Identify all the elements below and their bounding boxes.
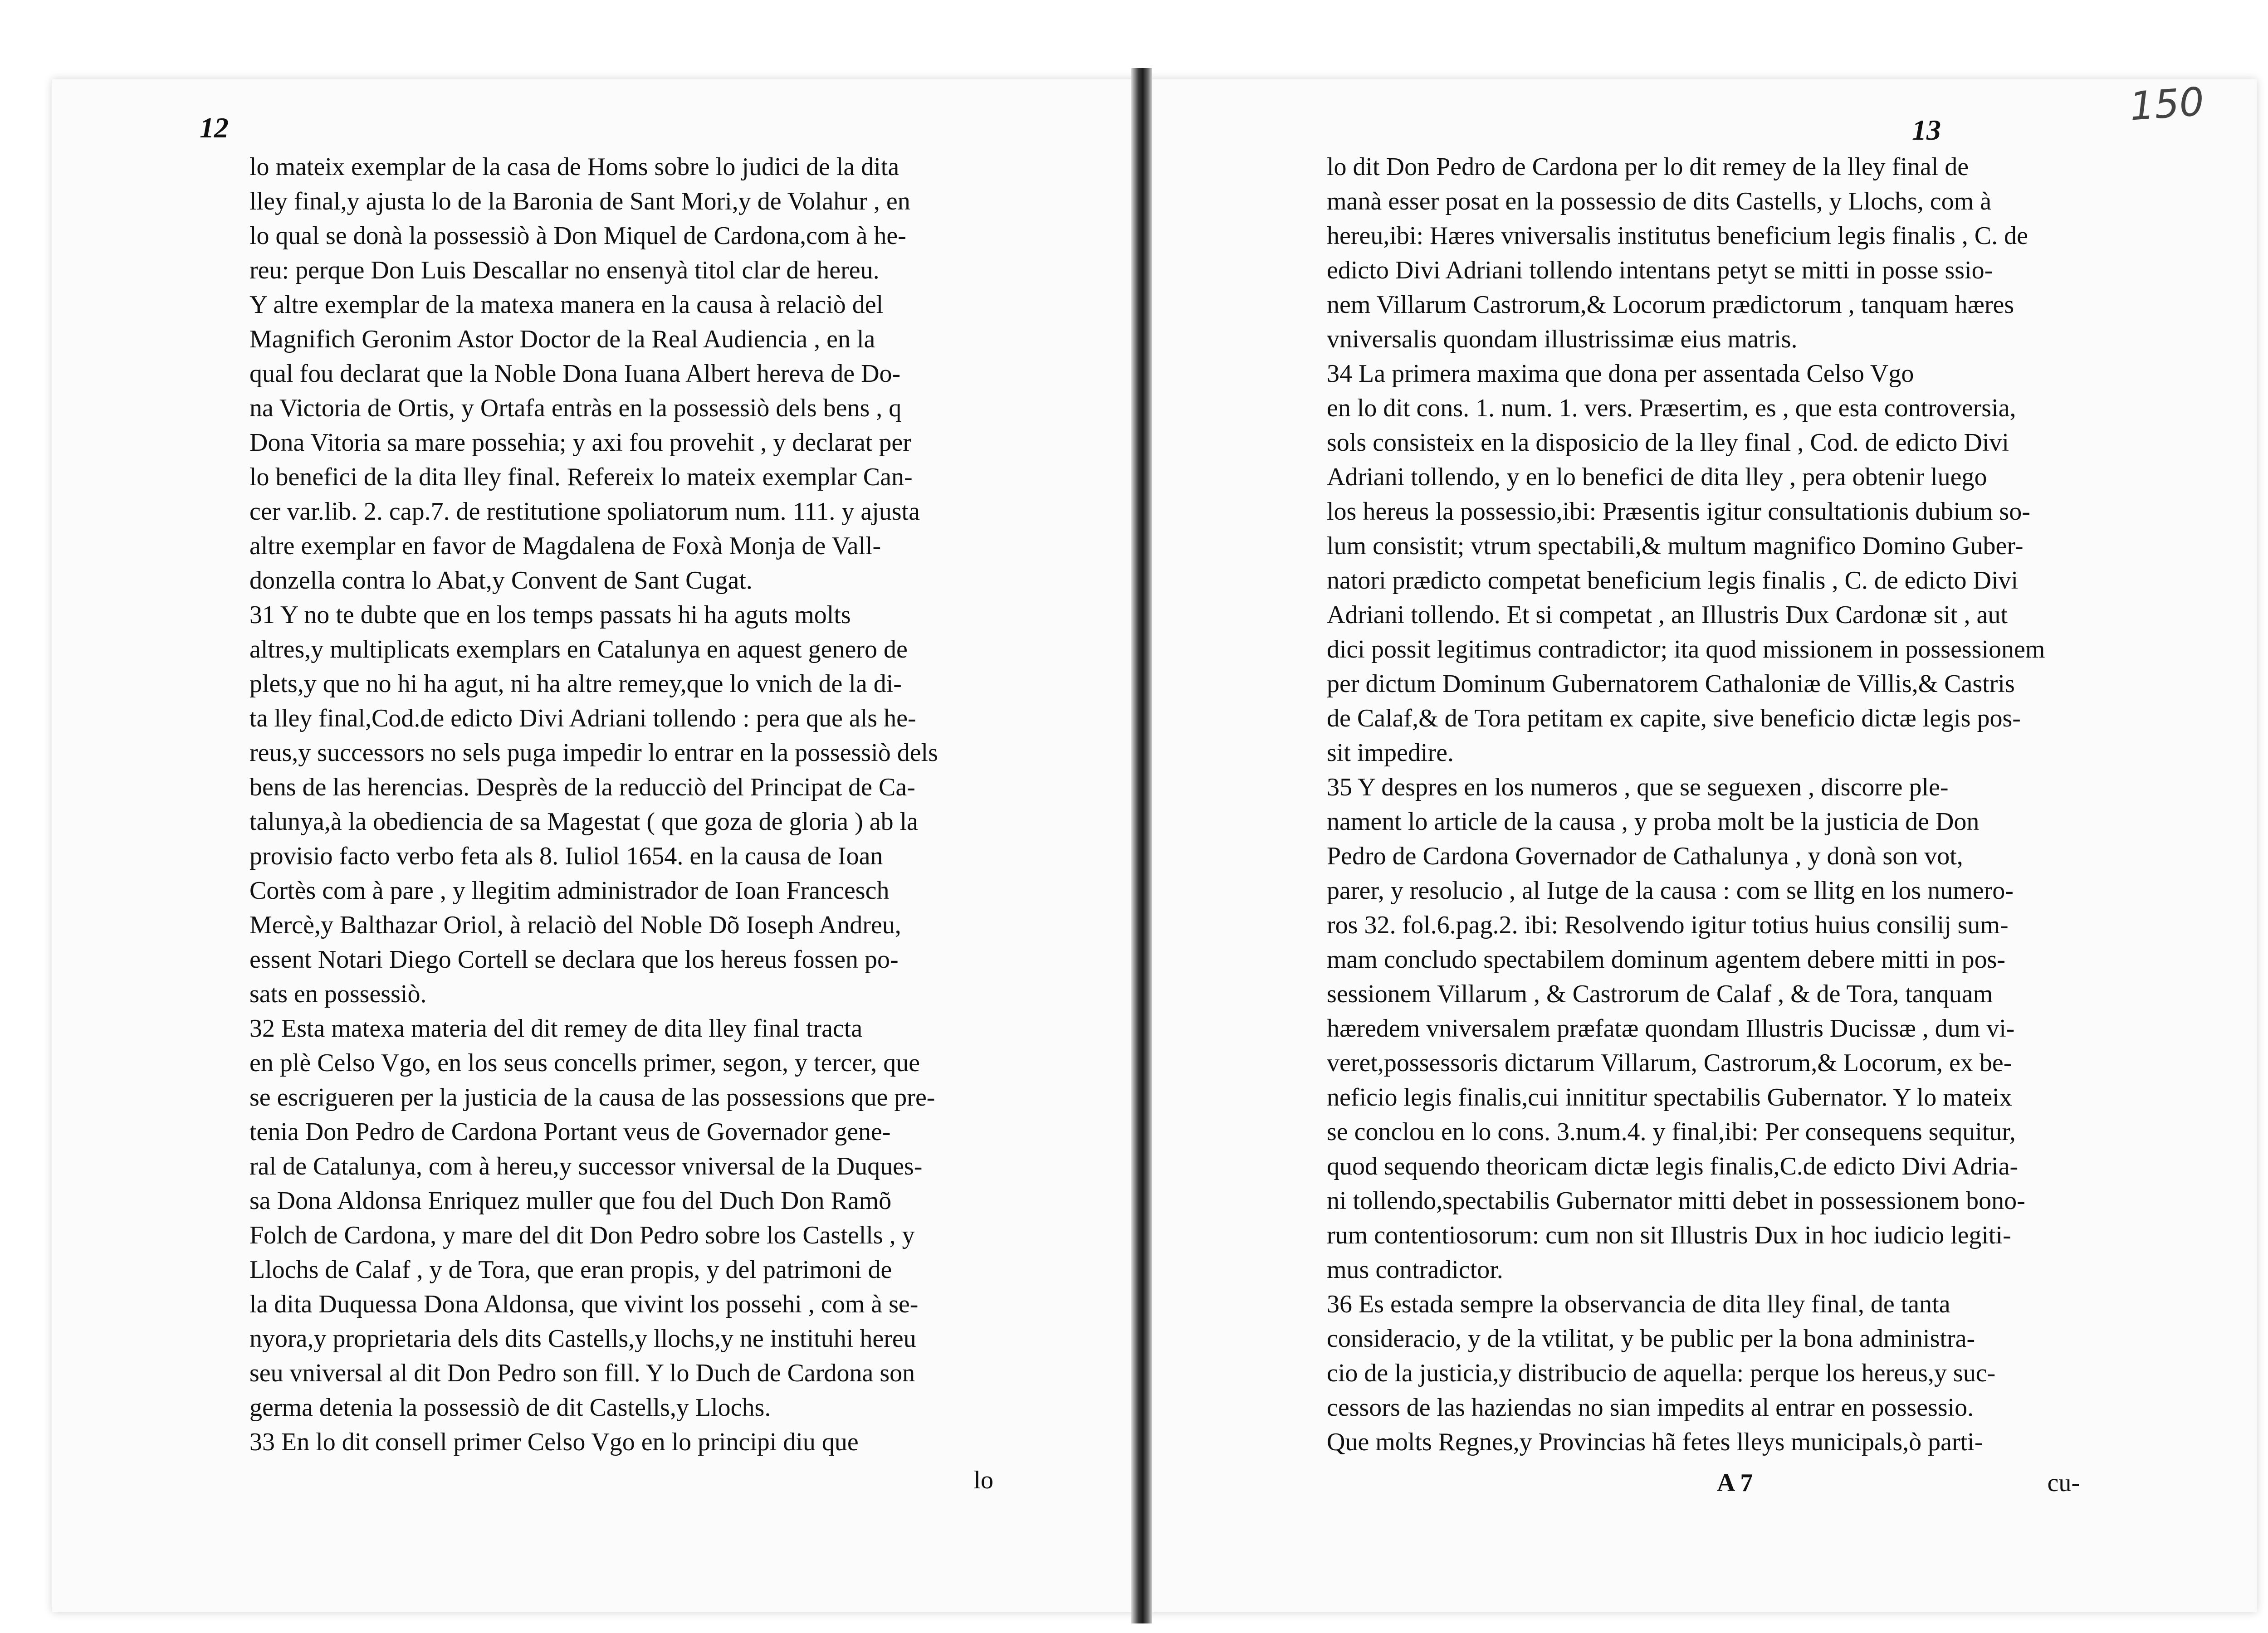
left-text-line: talunya,à la obediencia de sa Magestat ( que goza de gloria ) ab la [249, 808, 919, 836]
right-page-number: 13 [1912, 114, 1941, 146]
right-text-line: natori prædicto competat beneficium legis finalis , C. de edicto Divi [1327, 566, 2019, 595]
left-text-line: lo mateix exemplar de la casa de Homs sobre lo judici de la dita [249, 153, 899, 181]
right-footer-row [1327, 1466, 2080, 1500]
right-text-line: veret,possessoris dictarum Villarum, Castrorum,& Locorum, ex be- [1327, 1049, 2012, 1077]
right-text-line: Pedro de Cardona Governador de Cathalunya , y donà son vot, [1327, 842, 1963, 870]
right-text-line: nem Villarum Castrorum,& Locorum prædictorum , tanquam hæres [1327, 291, 2014, 319]
left-text-line: la dita Duquessa Dona Aldonsa, que vivint los possehi , com à se- [249, 1290, 919, 1318]
right-text-line: 36 Es estada sempre la observancia de dita lley final, de tanta [1327, 1290, 1950, 1318]
left-text-line: altres,y multiplicats exemplars en Catalunya en aquest genero de [249, 635, 908, 663]
book-gutter [1131, 68, 1152, 1623]
right-text-line: hereu,ibi: Hæres vniversalis institutus beneficium legis finalis , C. de [1327, 222, 2028, 250]
right-text-line: 35 Y despres en los numeros , que se seguexen , discorre ple- [1327, 773, 1949, 801]
left-text-line: Cortès com à pare , y llegitim administrador de Ioan Francesch [249, 877, 890, 905]
right-text-line: se conclou en lo cons. 3.num.4. y final,ibi: Per consequens sequitur, [1327, 1118, 2016, 1146]
left-text-line: Y altre exemplar de la matexa manera en la causa à relaciò del [249, 291, 884, 319]
right-text-line: sols consisteix en la disposicio de la lley final , Cod. de edicto Divi [1327, 429, 2009, 457]
right-text-line: vniversalis quondam illustrissimæ eius matris. [1327, 325, 1798, 353]
left-text-line: ral de Catalunya, com à hereu,y successor vniversal de la Duques- [249, 1152, 923, 1180]
right-text-line: neficio legis finalis,cui innititur spectabilis Gubernator. Y lo mateix [1327, 1083, 2012, 1111]
left-text-line: Folch de Cardona, y mare del dit Don Pedro sobre los Castells , y [249, 1221, 915, 1249]
left-text-line: Dona Vitoria sa mare possehia; y axi fou provehit , y declarat per [249, 429, 911, 457]
left-text-line: cer var.lib. 2. cap.7. de restitutione spoliatorum num. 111. y ajusta [249, 497, 920, 526]
left-text-line: altre exemplar en favor de Magdalena de Foxà Monja de Vall- [249, 532, 881, 560]
left-text-line: ta lley final,Cod.de edicto Divi Adriani tollendo : pera que als he- [249, 704, 916, 732]
right-text-line: los hereus la possessio,ibi: Præsentis igitur consultationis dubium so- [1327, 497, 2030, 526]
left-text-line: na Victoria de Ortis, y Ortafa entràs en la possessiò dels bens , q [249, 394, 902, 422]
right-text-line: sit impedire. [1327, 739, 1454, 767]
left-text-line: Magnifich Geronim Astor Doctor de la Real Audiencia , en la [249, 325, 875, 353]
right-text-line: Adriani tollendo. Et si competat , an Illustris Dux Cardonæ sit , aut [1327, 601, 2008, 629]
right-page-text [1327, 150, 2080, 1500]
left-text-line: reus,y successors no sels puga impedir lo entrar en la possessiò dels [249, 739, 938, 767]
signature-mark: A 7 [1717, 1469, 1753, 1497]
left-page-number: 12 [200, 112, 229, 144]
left-text-line: lley final,y ajusta lo de la Baronia de Sant Mori,y de Volahur , en [249, 187, 910, 215]
right-text-line: Que molts Regnes,y Provincias hã fetes lleys municipals,ò parti- [1327, 1428, 1983, 1456]
left-text-line: 32 Esta matexa materia del dit remey de dita lley final tracta [249, 1014, 863, 1043]
right-text-line: consideracio, y de la vtilitat, y be public per la bona administra- [1327, 1325, 1975, 1353]
left-text-line: en plè Celso Vgo, en los seus concells primer, segon, y tercer, que [249, 1049, 920, 1077]
left-page-text [249, 150, 993, 1497]
left-text-line: Llochs de Calaf , y de Tora, que eran propis, y del patrimoni de [249, 1256, 892, 1284]
right-text-line: sessionem Villarum , & Castrorum de Calaf , & de Tora, tanquam [1327, 980, 1993, 1008]
right-text-line: cessors de las haziendas no sian impedits al entrar en possessio. [1327, 1394, 1974, 1422]
left-text-line: sa Dona Aldonsa Enriquez muller que fou del Duch Don Ramõ [249, 1187, 892, 1215]
left-text-line: sats en possessiò. [249, 980, 427, 1008]
right-text-line: nament lo article de la causa , y proba molt be la justicia de Don [1327, 808, 1980, 836]
left-text-line: se escrigueren per la justicia de la causa de las possessions que pre- [249, 1083, 935, 1111]
right-text-line: cio de la justicia,y distribucio de aquella: perque los hereus,y suc- [1327, 1359, 1996, 1387]
left-text-line: provisio facto verbo feta als 8. Iuliol 1654. en la causa de Ioan [249, 842, 883, 870]
right-text-line: dici possit legitimus contradictor; ita quod missionem in possessionem [1327, 635, 2045, 663]
handwritten-folio-number: 150 [2128, 79, 2206, 130]
right-text-line: lum consistit; vtrum spectabili,& multum magnifico Domino Guber- [1327, 532, 2024, 560]
left-text-line: Mercè,y Balthazar Oriol, à relaciò del Noble Dõ Ioseph Andreu, [249, 911, 901, 939]
left-text-line: 33 En lo dit consell primer Celso Vgo en lo principi diu que [249, 1428, 859, 1456]
right-text-line: rum contentiosorum: cum non sit Illustris Dux in hoc iudicio legiti- [1327, 1221, 2011, 1249]
left-text-line: tenia Don Pedro de Cardona Portant veus de Governador gene- [249, 1118, 891, 1146]
right-text-line: lo dit Don Pedro de Cardona per lo dit remey de la lley final de [1327, 153, 1969, 181]
right-text-line: en lo dit cons. 1. num. 1. vers. Præsertim, es , que esta controversia, [1327, 394, 2016, 422]
right-text-line: mam concludo spectabilem dominum agentem debere mitti in pos- [1327, 946, 2006, 974]
right-text-line: per dictum Dominum Gubernatorem Cathaloniæ de Villis,& Castris [1327, 670, 2015, 698]
right-text-line: hæredem vniversalem præfatæ quondam Illustris Ducissæ , dum vi- [1327, 1014, 2015, 1043]
left-text-line: lo benefici de la dita lley final. Refereix lo mateix exemplar Can- [249, 463, 913, 491]
left-text-line: seu vniversal al dit Don Pedro son fill. Y lo Duch de Cardona son [249, 1359, 915, 1387]
right-text-line: Adriani tollendo, y en lo benefici de dita lley , pera obtenir luego [1327, 463, 1987, 491]
left-text-line: lo qual se donà la possessiò à Don Miquel de Cardona,com à he- [249, 222, 906, 250]
left-catchword: lo [973, 1466, 993, 1494]
left-text-line: plets,y que no hi ha agut, ni ha altre remey,que lo vnich de la di- [249, 670, 902, 698]
left-text-line: donzella contra lo Abat,y Convent de Sant Cugat. [249, 566, 753, 595]
left-text-line: nyora,y proprietaria dels dits Castells,y llochs,y ne instituhi hereu [249, 1325, 916, 1353]
left-text-line: reu: perque Don Luis Descallar no ensenyà titol clar de hereu. [249, 256, 880, 284]
right-text-line: quod sequendo theoricam dictæ legis finalis,C.de edicto Divi Adria- [1327, 1152, 2019, 1180]
right-catchword: cu- [2047, 1469, 2080, 1497]
left-text-line: germa detenia la possessiò de dit Castells,y Llochs. [249, 1394, 771, 1422]
right-text-line: mus contradictor. [1327, 1256, 1503, 1284]
right-text-line: manà esser posat en la possessio de dits Castells, y Llochs, com à [1327, 187, 1992, 215]
right-text-line: edicto Divi Adriani tollendo intentans petyt se mitti in posse ssio- [1327, 256, 1993, 284]
right-text-line: 34 La primera maxima que dona per assentada Celso Vgo [1327, 360, 1914, 388]
left-text-line: bens de las herencias. Desprès de la reducciò del Principat de Ca- [249, 773, 915, 801]
right-text-line: ni tollendo,spectabilis Gubernator mitti debet in possessionem bono- [1327, 1187, 2025, 1215]
right-text-line: ros 32. fol.6.pag.2. ibi: Resolvendo igitur totius huius consilij sum- [1327, 911, 2009, 939]
right-text-line: parer, y resolucio , al Iutge de la causa : com se llitg en los numero- [1327, 877, 2014, 905]
left-text-line: qual fou declarat que la Noble Dona Iuana Albert hereva de Do- [249, 360, 901, 388]
left-text-line: 31 Y no te dubte que en los temps passats hi ha aguts molts [249, 601, 851, 629]
left-text-line: essent Notari Diego Cortell se declara que los hereus fossen po- [249, 946, 899, 974]
right-text-line: de Calaf,& de Tora petitam ex capite, sive beneficio dictæ legis pos- [1327, 704, 2021, 732]
